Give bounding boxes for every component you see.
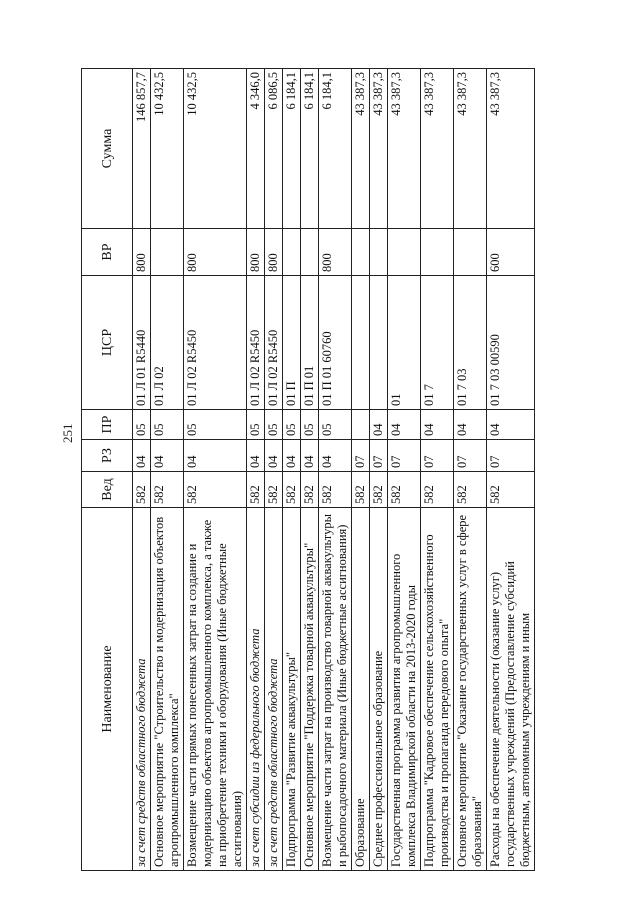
row-csr: 01 Л 02 R5450 — [247, 276, 265, 410]
row-rz: 07 — [388, 440, 421, 472]
row-ved: 582 — [487, 472, 535, 508]
row-rz: 04 — [319, 440, 352, 472]
row-vr: 800 — [247, 229, 265, 276]
row-sum: 43 387,3 — [421, 69, 454, 229]
row-rz: 07 — [487, 440, 535, 472]
row-ved: 582 — [133, 472, 151, 508]
row-ved: 582 — [352, 472, 370, 508]
row-ved: 582 — [184, 472, 247, 508]
row-rz: 07 — [352, 440, 370, 472]
row-ved: 582 — [301, 472, 319, 508]
row-ved: 582 — [388, 472, 421, 508]
row-sum: 10 432,5 — [184, 69, 247, 229]
table-row — [388, 69, 421, 871]
row-sum: 6 184,1 — [283, 69, 301, 229]
table-row — [184, 69, 247, 871]
row-csr: 01 Л 02 — [151, 276, 184, 410]
row-csr: 01 7 — [421, 276, 454, 410]
row-vr: 800 — [184, 229, 247, 276]
row-rz: 04 — [247, 440, 265, 472]
row-csr: 01 П — [283, 276, 301, 410]
row-rz: 04 — [265, 440, 283, 472]
row-sum: 43 387,3 — [370, 69, 388, 229]
row-ved: 582 — [283, 472, 301, 508]
row-name: за счет средств областного бюджета — [133, 508, 151, 871]
row-ved: 582 — [454, 472, 487, 508]
row-vr — [388, 229, 421, 276]
row-sum: 6 184,1 — [301, 69, 319, 229]
row-pr: 05 — [247, 410, 265, 440]
row-pr: 05 — [184, 410, 247, 440]
row-ved: 582 — [370, 472, 388, 508]
row-sum: 43 387,3 — [388, 69, 421, 229]
row-csr: 01 7 03 00590 — [487, 276, 535, 410]
row-sum: 43 387,3 — [352, 69, 370, 229]
row-pr: 05 — [301, 410, 319, 440]
row-name: Образование — [352, 508, 370, 871]
row-name: Среднее профессиональное образование — [370, 508, 388, 871]
row-vr: 800 — [133, 229, 151, 276]
row-sum: 6 086,5 — [265, 69, 283, 229]
row-csr: 01 — [388, 276, 421, 410]
row-vr: 800 — [319, 229, 352, 276]
row-rz: 04 — [151, 440, 184, 472]
row-name: Расходы на обеспечение деятельности (оказание услуг) государственных учреждений (Предоставление субсидий бюджетным, автономным учреждениям и иным — [487, 508, 535, 871]
table-row — [133, 69, 151, 871]
row-vr — [421, 229, 454, 276]
row-vr — [454, 229, 487, 276]
row-pr — [352, 410, 370, 440]
row-csr: 01 Л 02 R5450 — [184, 276, 247, 410]
row-csr: 01 П 01 60760 — [319, 276, 352, 410]
row-pr: 05 — [151, 410, 184, 440]
table-row — [247, 69, 265, 871]
header-pr: ПР — [82, 410, 133, 440]
row-ved: 582 — [421, 472, 454, 508]
header-csr: ЦСР — [82, 276, 133, 410]
table-row — [487, 69, 535, 871]
row-vr: 800 — [265, 229, 283, 276]
row-pr: 04 — [454, 410, 487, 440]
header-vr: ВР — [82, 229, 133, 276]
table-header-row — [82, 69, 133, 871]
row-rz: 07 — [370, 440, 388, 472]
row-name: Основное мероприятие "Поддержка товарной аквакультуры" — [301, 508, 319, 871]
row-name: Основное мероприятие "Строительство и модернизация объектов агропромышленного комплекса" — [151, 508, 184, 871]
header-name: Наименование — [82, 508, 133, 871]
row-rz: 04 — [301, 440, 319, 472]
table-row — [319, 69, 352, 871]
row-rz: 04 — [283, 440, 301, 472]
header-sum: Сумма — [82, 69, 133, 229]
row-pr: 04 — [388, 410, 421, 440]
row-name: за счет субсидии из федерального бюджета — [247, 508, 265, 871]
table-row — [301, 69, 319, 871]
row-rz: 04 — [133, 440, 151, 472]
page-number: 251 — [60, 423, 75, 443]
row-csr: 01 Л 02 R5450 — [265, 276, 283, 410]
row-vr — [283, 229, 301, 276]
row-ved: 582 — [265, 472, 283, 508]
header-ved: Вед — [82, 472, 133, 508]
row-ved: 582 — [319, 472, 352, 508]
row-pr: 04 — [370, 410, 388, 440]
row-pr: 05 — [265, 410, 283, 440]
row-vr — [151, 229, 184, 276]
row-name: Основное мероприятие "Оказание государственных услуг в сфере образования" — [454, 508, 487, 871]
table-body — [133, 69, 535, 871]
row-sum: 10 432,5 — [151, 69, 184, 229]
table-row — [283, 69, 301, 871]
row-sum: 146 857,7 — [133, 69, 151, 229]
row-csr: 01 7 03 — [454, 276, 487, 410]
row-sum: 43 387,3 — [487, 69, 535, 229]
row-vr — [301, 229, 319, 276]
row-sum: 43 387,3 — [454, 69, 487, 229]
header-rz: РЗ — [82, 440, 133, 472]
row-rz: 04 — [184, 440, 247, 472]
row-name: за счет средств областного бюджета — [265, 508, 283, 871]
row-sum: 4 346,0 — [247, 69, 265, 229]
table-row — [265, 69, 283, 871]
row-csr: 01 П 01 — [301, 276, 319, 410]
row-csr — [370, 276, 388, 410]
row-sum: 6 184,1 — [319, 69, 352, 229]
rotated-table-container — [81, 69, 535, 871]
row-rz: 07 — [454, 440, 487, 472]
row-name: Государственная программа развития агропромышленного комплекса Владимирской области на 2013-2020 годы — [388, 508, 421, 871]
row-pr: 05 — [133, 410, 151, 440]
table-row — [352, 69, 370, 871]
row-pr: 05 — [283, 410, 301, 440]
table-row — [370, 69, 388, 871]
row-name: Подпрограмма "Развитие аквакультуры" — [283, 508, 301, 871]
row-ved: 582 — [247, 472, 265, 508]
row-pr: 04 — [487, 410, 535, 440]
row-name: Возмещение части прямых понесенных затрат на создание и модернизацию объектов агропромышленного комплекса, а также на приобретение техники и оборудования (Иные бюджетные ассигнования) — [184, 508, 247, 871]
row-vr: 600 — [487, 229, 535, 276]
table-row — [454, 69, 487, 871]
row-pr: 04 — [421, 410, 454, 440]
row-csr: 01 Л 01 R5440 — [133, 276, 151, 410]
table-row — [421, 69, 454, 871]
budget-table — [81, 68, 535, 871]
row-name: Возмещение части затрат на производство товарной аквакультуры и рыбопосадочного материала (Иные бюджетные ассигнования) — [319, 508, 352, 871]
row-rz: 07 — [421, 440, 454, 472]
row-vr — [370, 229, 388, 276]
row-pr: 05 — [319, 410, 352, 440]
row-ved: 582 — [151, 472, 184, 508]
row-name: Подпрограмма "Кадровое обеспечение сельскохозяйственного производства и пропаганда передового опыта" — [421, 508, 454, 871]
row-vr — [352, 229, 370, 276]
table-row — [151, 69, 184, 871]
row-csr — [352, 276, 370, 410]
